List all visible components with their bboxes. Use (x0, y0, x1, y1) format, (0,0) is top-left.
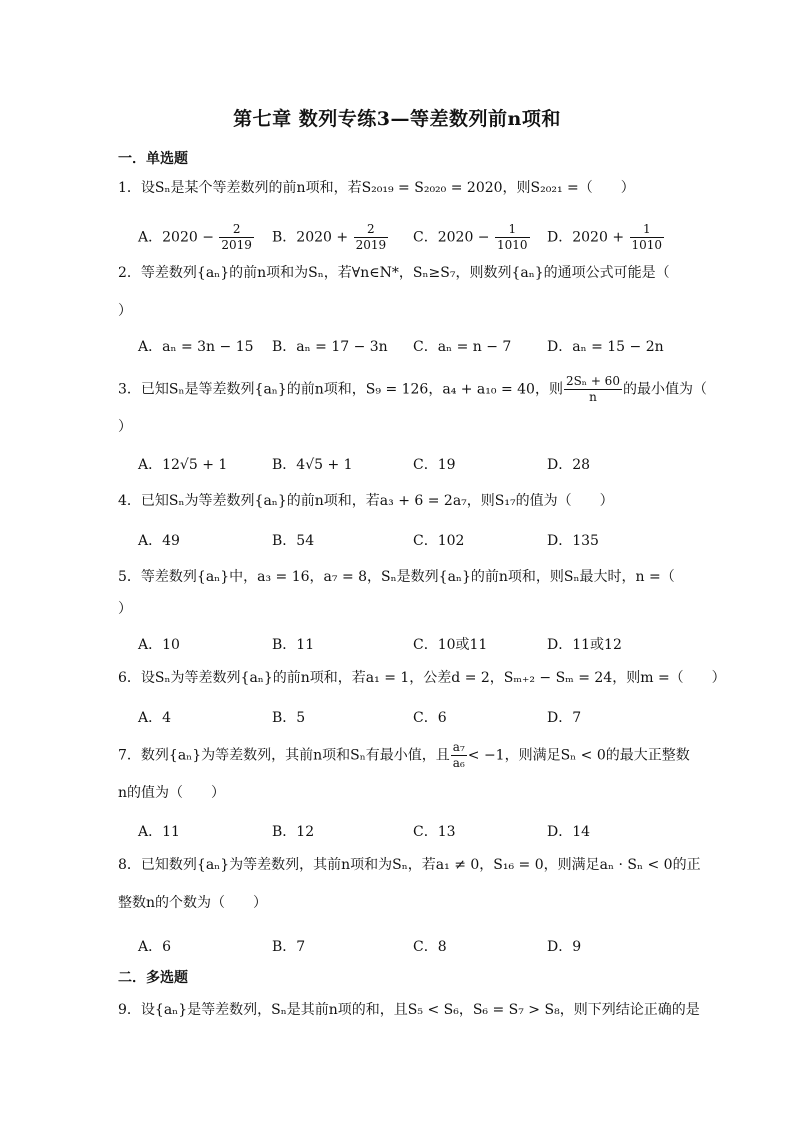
question-5 (118, 567, 678, 619)
question-6 (118, 668, 726, 688)
question-4-option-d: D．135 (547, 533, 599, 549)
question-3-stem-start: 3．已知Sₙ是等差数列{aₙ}的前n项和，S₉ = 126，a₄ + a₁₀ = 40，则 (118, 381, 563, 398)
question-2-option-b: B．aₙ = 17 − 3n (272, 339, 388, 355)
question-5-stem-continued: ） (118, 601, 132, 617)
question-7-option-a: A．11 (138, 824, 180, 840)
question-3-option-d: D．28 (547, 457, 591, 473)
question-2 (118, 263, 678, 321)
document-title: 第七章 数列专练3—等差数列前n项和 (233, 108, 561, 130)
question-4-option-c: C．102 (413, 533, 465, 549)
question-3 (118, 374, 707, 437)
question-3-stem-continued: ） (118, 419, 132, 435)
question-3-option-a: A．12√5 + 1 (138, 457, 228, 473)
question-2-stem: 2．等差数列{aₙ}的前n项和为Sₙ，若∀n∈N*，Sₙ≥S₇，则数列{aₙ}的通项公式可能是（ (118, 265, 670, 281)
question-9 (118, 1000, 700, 1020)
question-7-stem-start: 7．数列{aₙ}为等差数列，其前n项和Sₙ有最小值，且 (118, 747, 450, 764)
question-6-option-a: A．4 (138, 710, 172, 726)
question-2-stem-continued: ） (118, 303, 132, 319)
question-3-stem-end: 的最小值为（ (622, 381, 707, 398)
question-8-option-d: D．9 (547, 939, 582, 955)
question-8 (118, 855, 701, 913)
question-7-option-d: D．14 (547, 824, 591, 840)
question-5-option-d: D．11或12 (547, 637, 622, 653)
section-heading-multiple-choice: 二．多选题 (118, 970, 188, 986)
question-1-option-a: A．2020 − $\frac{2}{2019}$ (138, 222, 252, 252)
question-1 (118, 178, 678, 198)
question-5-option-b: B．11 (272, 637, 315, 653)
question-3-fraction: $\frac{\text{2Sₙ + 60}}{n}$ (565, 374, 620, 404)
question-8-option-a: A．6 (138, 939, 172, 955)
question-6-option-c: C．6 (413, 710, 447, 726)
question-4 (118, 491, 678, 511)
question-1-option-d: D．2020 + $\frac{1}{1010}$ (547, 222, 663, 252)
question-5-stem: 5．等差数列{aₙ}中，a₃ = 16，a₇ = 8，Sₙ是数列{aₙ}的前n项和，则Sₙ最大时，n =（ (118, 569, 675, 585)
question-5-option-a: A．10 (138, 637, 180, 653)
question-8-option-c: C．8 (413, 939, 447, 955)
question-4-option-b: B．54 (272, 533, 315, 549)
question-3-option-c: C．19 (413, 457, 456, 473)
question-7-option-c: C．13 (413, 824, 456, 840)
question-7-option-b: B．12 (272, 824, 315, 840)
question-5-option-c: C．10或11 (413, 637, 488, 653)
question-1-option-c: C．2020 − $\frac{1}{1010}$ (413, 222, 528, 252)
question-1-stem: 1．设Sₙ是某个等差数列的前n项和，若S₂₀₁₉ = S₂₀₂₀ = 2020，则S₂₀₂₁ =（ ） (118, 180, 635, 196)
question-4-option-a: A．49 (138, 533, 180, 549)
question-8-stem-continued: 整数n的个数为（ ） (118, 895, 268, 911)
section-heading-single-choice: 一．单选题 (118, 151, 188, 167)
question-7 (118, 740, 690, 803)
question-3-option-b: B．4√5 + 1 (272, 457, 353, 473)
question-8-option-b: B．7 (272, 939, 306, 955)
question-6-option-d: D．7 (547, 710, 582, 726)
question-7-fraction: $\frac{\text{a₇}}{\text{a₆}}$ (452, 740, 465, 770)
question-2-option-a: A．aₙ = 3n − 15 (138, 339, 254, 355)
question-4-stem: 4．已知Sₙ为等差数列{aₙ}的前n项和，若a₃ + 6 = 2a₇，则S₁₇的值为（ ） (118, 493, 614, 509)
question-2-option-d: D．aₙ = 15 − 2n (547, 339, 664, 355)
question-8-stem: 8．已知数列{aₙ}为等差数列，其前n项和为Sₙ，若a₁ ≠ 0，S₁₆ = 0，则满足aₙ · Sₙ < 0的正 (118, 857, 701, 873)
question-6-option-b: B．5 (272, 710, 306, 726)
question-1-option-b: B．2020 + $\frac{2}{2019}$ (272, 222, 387, 252)
question-2-option-c: C．aₙ = n − 7 (413, 339, 512, 355)
question-9-stem: 9．设{aₙ}是等差数列，Sₙ是其前n项的和，且S₅ < S₆，S₆ = S₇ > S₈，则下列结论正确的是 (118, 1002, 700, 1018)
question-7-stem-continued: n的值为（ ） (118, 785, 226, 801)
question-6-stem: 6．设Sₙ为等差数列{aₙ}的前n项和，若a₁ = 1，公差d = 2，Sₘ₊₂ − Sₘ = 24，则m =（ ） (118, 670, 726, 686)
question-7-stem-end: < −1，则满足Sₙ < 0的最大正整数 (467, 747, 690, 764)
